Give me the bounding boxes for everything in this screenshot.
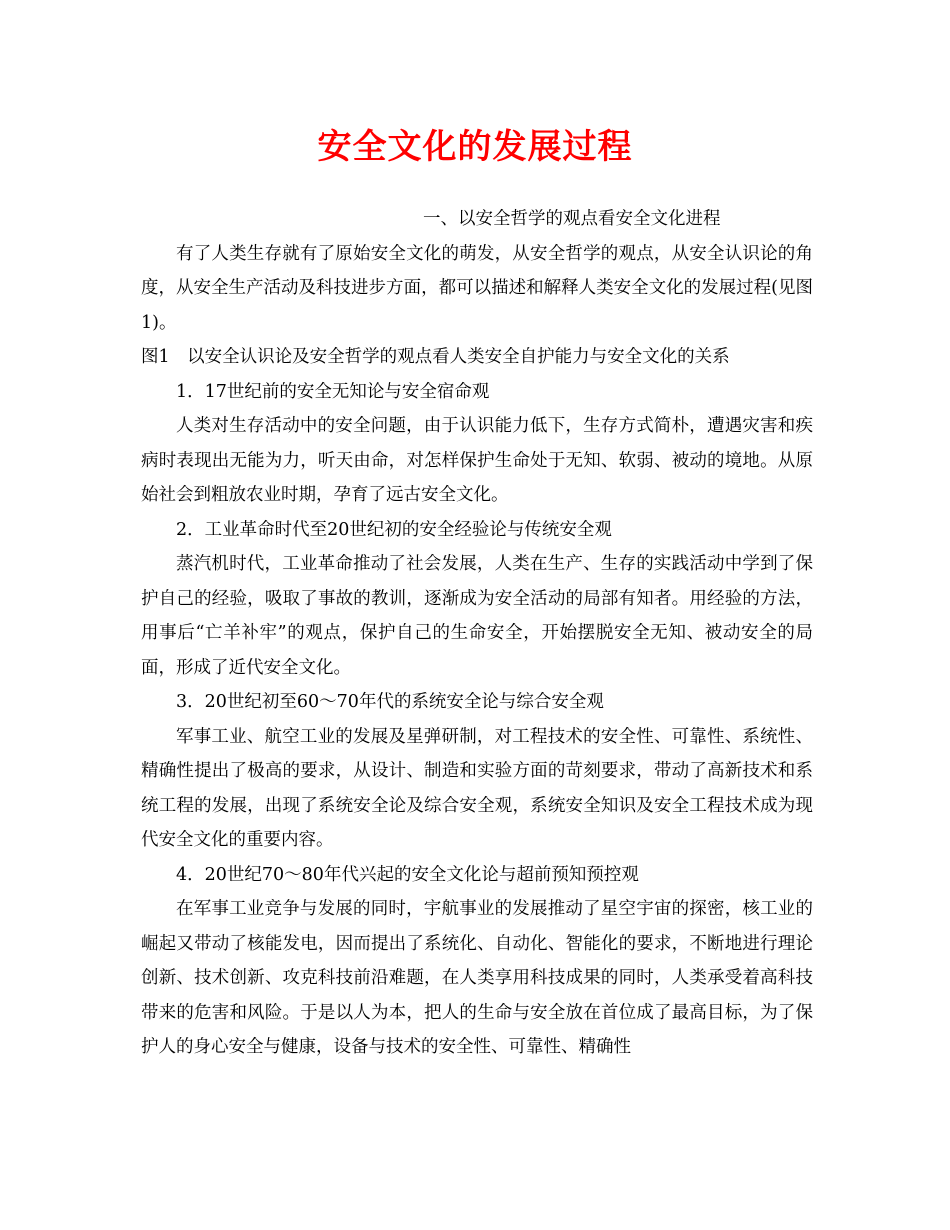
stage-1-paragraph: 人类对生存活动中的安全问题，由于认识能力低下，生存方式简朴，遭遇灾害和疾病时表现出无能为力，听天由命，对怎样保护生命处于无知、软弱、被动的境地。从原始社会到粗放农业时期，孕育了远古安全文化。 bbox=[141, 416, 813, 505]
stage-2-heading: 2．工业革命时代至20世纪初的安全经验论与传统安全观 bbox=[176, 519, 612, 540]
document-body bbox=[141, 202, 813, 1065]
stage-3-heading: 3．20世纪初至60～70年代的系统安全论与综合安全观 bbox=[176, 692, 604, 712]
stage-1-heading: 1．17世纪前的安全无知论与安全宿命观 bbox=[176, 381, 490, 402]
section-heading: 一、以安全哲学的观点看安全文化进程 bbox=[423, 209, 721, 229]
intro-paragraph: 有了人类生存就有了原始安全文化的萌发，从安全哲学的观点，从安全认识论的角度，从安全生产活动及科技进步方面，都可以描述和解释人类安全文化的发展过程(见图1)。 bbox=[141, 243, 813, 333]
stage-3-paragraph: 军事工业、航空工业的发展及星弹研制，对工程技术的安全性、可靠性、系统性、精确性提出了极高的要求，从设计、制造和实验方面的苛刻要求，带动了高新技术和系统工程的发展，出现了系统安全论及综合安全观，系统安全知识及安全工程技术成为现代安全文化的重要内容。 bbox=[141, 726, 813, 850]
document-title: 安全文化的发展过程 bbox=[317, 127, 633, 167]
stage-4-heading: 4．20世纪70～80年代兴起的安全文化论与超前预知预控观 bbox=[176, 864, 639, 885]
stage-4-paragraph: 在军事工业竞争与发展的同时，宇航事业的发展推动了星空宇宙的探密，核工业的崛起又带动了核能发电，因而提出了系统化、自动化、智能化的要求，不断地进行理论创新、技术创新、攻克科技前沿难题，在人类享用科技成果的同时，人类承受着高科技带来的危害和风险。于是以人为本，把人的生命与安全放在首位成了最高目标，为了保护人的身心安全与健康，设备与技术的安全性、可靠性、精确性 bbox=[141, 899, 813, 1057]
stage-2-paragraph: 蒸汽机时代，工业革命推动了社会发展，人类在生产、生存的实践活动中学到了保护自己的经验，吸取了事故的教训，逐渐成为安全活动的局部有知者。用经验的方法，用事后“亡羊补牢”的观点，保护自己的生命安全，开始摆脱安全无知、被动安全的局面，形成了近代安全文化。 bbox=[141, 554, 813, 678]
figure-caption: 图1 以安全认识论及安全哲学的观点看人类安全自护能力与安全文化的关系 bbox=[141, 347, 730, 367]
